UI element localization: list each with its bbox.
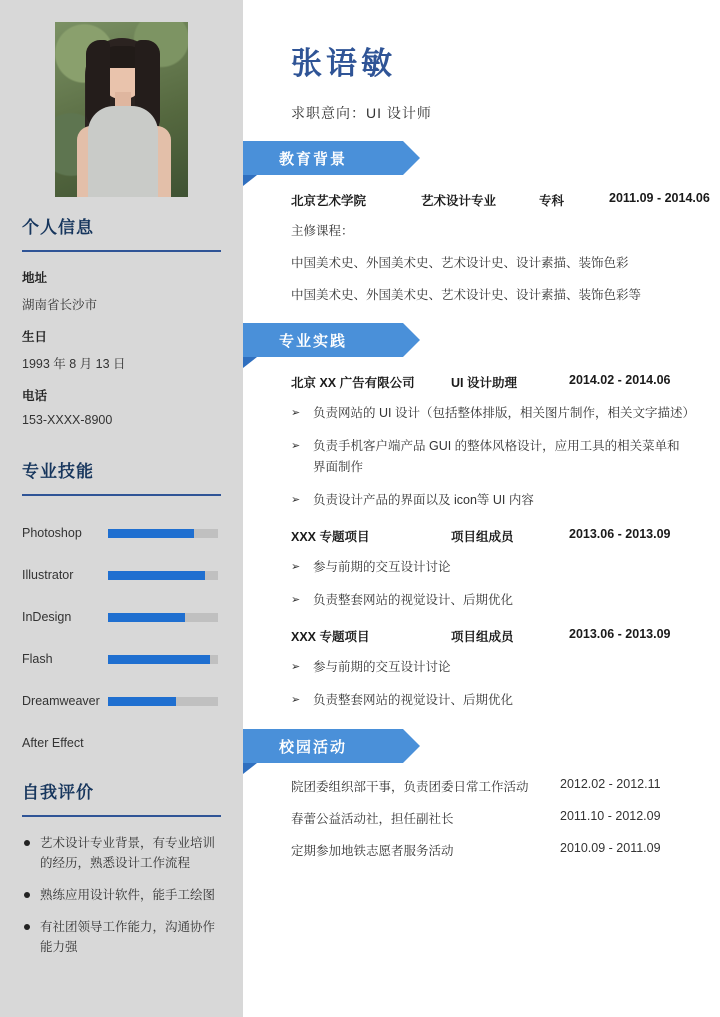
personal-info-divider — [22, 250, 221, 252]
job-objective: 求职意向：UI 设计师 — [291, 105, 432, 121]
skill-name: Illustrator — [22, 568, 74, 582]
skill-bar-track — [108, 571, 218, 580]
courses-label: 主修课程： — [291, 224, 354, 238]
info-field-phone — [22, 386, 221, 427]
personal-info-heading: 个人信息 — [22, 218, 94, 237]
info-field-birthday — [22, 327, 221, 372]
info-label-birthday: 生日 — [22, 330, 48, 344]
course-line: 中国美术史、外国美术史、艺术设计史、设计素描、装饰色彩等 — [291, 288, 642, 302]
skill-name: Flash — [22, 652, 53, 666]
banner-tail — [243, 357, 257, 368]
sidebar — [0, 0, 243, 1017]
table-row — [291, 841, 692, 859]
list-item: ➢ 负责设计产品的界面以及 icon等 UI 内容 — [291, 490, 692, 511]
education-entry-header — [291, 191, 710, 209]
course-line: 中国美术史、外国美术史、艺术设计史、设计素描、装饰色彩 — [291, 256, 629, 270]
page-title: 张语敏 — [291, 46, 396, 81]
list-item: ➢ 负责整套网站的视觉设计、后期优化 — [291, 590, 692, 611]
list-item: ➢ 参与前期的交互设计讨论 — [291, 557, 692, 578]
evaluation-list — [22, 833, 221, 957]
skill-row — [22, 596, 221, 638]
info-value-birthday: 1993 年 8 月 13 日 — [22, 357, 126, 371]
skill-name: Dreamweaver — [22, 694, 100, 708]
info-value-address: 湖南省长沙市 — [22, 298, 98, 312]
skill-row — [22, 722, 221, 764]
skill-row — [22, 554, 221, 596]
list-item: 有社团领导工作能力，沟通协作能力强 — [22, 917, 221, 957]
practice-org: XXX 专题项目 — [291, 630, 370, 644]
list-item: ➢ 负责手机客户端产品 GUI 的整体风格设计，应用工具的相关菜单和界面制作 — [291, 436, 692, 478]
main-content — [243, 0, 720, 1017]
section-title-education: 教育背景 — [279, 150, 348, 168]
practice-entry-header — [291, 627, 692, 645]
section-title-practice: 专业实践 — [279, 332, 348, 350]
skills-heading: 专业技能 — [22, 462, 94, 481]
list-item: ➢ 负责网站的 UI 设计（包括整体排版，相关图片制作，相关文字描述） — [291, 403, 692, 424]
practice-role: UI 设计助理 — [451, 376, 517, 390]
activity-text: 定期参加地铁志愿者服务活动 — [291, 844, 454, 858]
campus-body — [243, 777, 698, 859]
photo-top — [88, 106, 158, 197]
avatar — [55, 22, 188, 197]
skill-bar-fill — [108, 613, 185, 622]
banner-body — [243, 141, 403, 175]
evaluation-heading: 自我评价 — [22, 783, 94, 802]
practice-entry-header — [291, 527, 692, 545]
skill-name: InDesign — [22, 610, 72, 624]
section-title-campus: 校园活动 — [279, 738, 348, 756]
evaluation-divider — [22, 815, 221, 817]
education-major: 艺术设计专业 — [421, 194, 497, 208]
list-item: ➢ 参与前期的交互设计讨论 — [291, 657, 692, 678]
activity-date: 2010.09 - 2011.09 — [560, 841, 661, 855]
skill-row — [22, 680, 221, 722]
banner-tail — [243, 763, 257, 774]
practice-body — [243, 373, 698, 711]
skill-bar-fill — [108, 697, 176, 706]
skill-name: After Effect — [22, 736, 84, 750]
education-school: 北京艺术学院 — [291, 194, 367, 208]
skills-heading-wrap — [22, 457, 221, 488]
skill-bar-track — [108, 655, 218, 664]
practice-date: 2014.02 - 2014.06 — [569, 373, 671, 387]
skill-bar-track — [108, 697, 218, 706]
personal-info-heading-wrap — [22, 213, 221, 244]
activity-text: 院团委组织部干事，负责团委日常工作活动 — [291, 780, 529, 794]
skill-row — [22, 512, 221, 554]
info-value-phone: 153-XXXX-8900 — [22, 413, 113, 427]
skill-bar-fill — [108, 529, 194, 538]
practice-entry-header — [291, 373, 692, 391]
info-label-address: 地址 — [22, 271, 48, 285]
section-banner-practice — [243, 323, 433, 357]
info-label-phone: 电话 — [22, 389, 48, 403]
activity-date: 2011.10 - 2012.09 — [560, 809, 661, 823]
list-item: ➢ 负责整套网站的视觉设计、后期优化 — [291, 690, 692, 711]
skills-list — [22, 512, 221, 764]
skill-name: Photoshop — [22, 526, 82, 540]
section-banner-education — [243, 141, 433, 175]
info-field-address — [22, 268, 221, 313]
activity-text: 春蕾公益活动社，担任副社长 — [291, 812, 454, 826]
skill-bar-fill — [108, 571, 205, 580]
practice-date: 2013.06 - 2013.09 — [569, 527, 671, 541]
education-body — [243, 191, 710, 305]
list-item: 熟练应用设计软件，能手工绘图 — [22, 885, 221, 905]
practice-role: 项目组成员 — [451, 630, 514, 644]
education-degree: 专科 — [539, 194, 565, 208]
banner-body — [243, 729, 403, 763]
practice-date: 2013.06 - 2013.09 — [569, 627, 671, 641]
practice-org: 北京 XX 广告有限公司 — [291, 376, 415, 390]
banner-tail — [243, 175, 257, 186]
education-date: 2011.09 - 2014.06 — [609, 191, 710, 205]
section-banner-campus — [243, 729, 433, 763]
banner-body — [243, 323, 403, 357]
skill-row — [22, 638, 221, 680]
practice-org: XXX 专题项目 — [291, 530, 370, 544]
skill-bar-track — [108, 529, 218, 538]
practice-role: 项目组成员 — [451, 530, 514, 544]
table-row — [291, 777, 692, 795]
list-item: 艺术设计专业背景，有专业培训的经历，熟悉设计工作流程 — [22, 833, 221, 873]
evaluation-heading-wrap — [22, 778, 221, 809]
skills-divider — [22, 494, 221, 496]
skill-bar-fill — [108, 655, 210, 664]
table-row — [291, 809, 692, 827]
skill-bar-track — [108, 613, 218, 622]
activity-date: 2012.02 - 2012.11 — [560, 777, 661, 791]
